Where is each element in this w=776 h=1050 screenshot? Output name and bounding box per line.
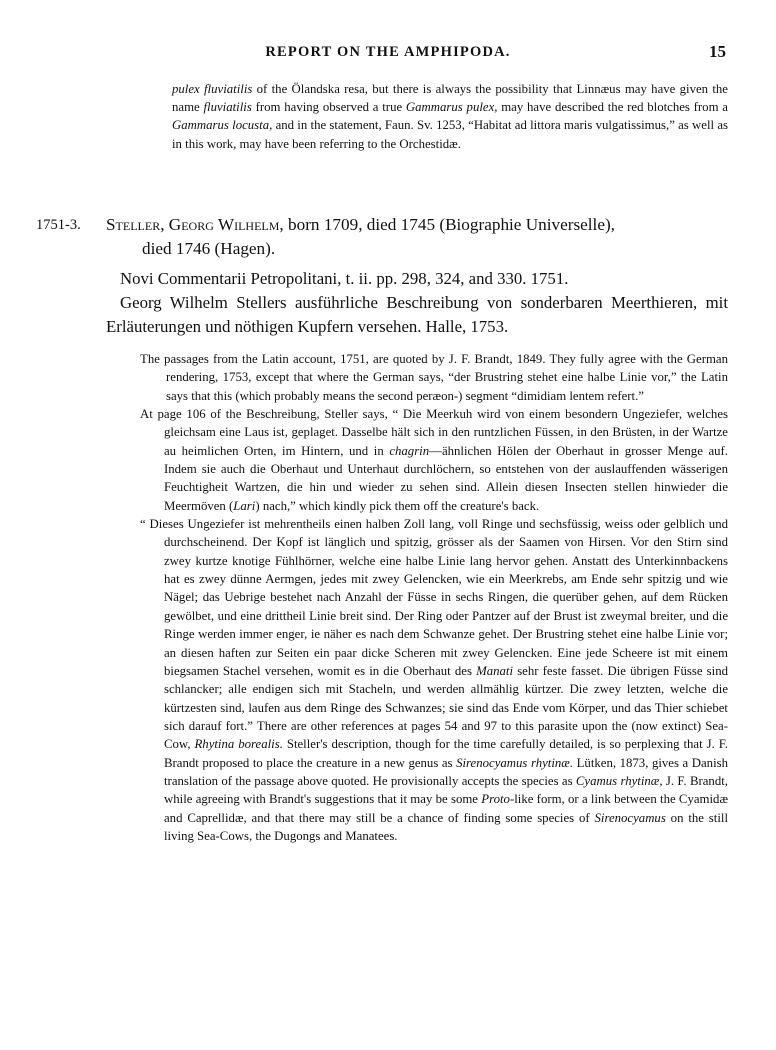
- italic-term: chagrin: [389, 443, 430, 458]
- italic-term: Proto: [481, 792, 510, 807]
- italic-term: fluviatilis: [203, 100, 252, 115]
- italic-term: Sirenocyamus: [594, 810, 666, 825]
- page-header: [0, 44, 776, 64]
- text-run: ) nach,” which kindly pick them off the creature's back.: [255, 498, 540, 513]
- text-run: on the still living Sea-Cows, the Dugongs and Manatees.: [164, 810, 728, 843]
- paragraph: The passages from the Latin account, 1751, are quoted by J. F. Brandt, 1849. They fully agree with the German rendering, 1753, except that where the German says, “der Brustring stehet eine halbe Linie vor,” the Latin says that this (which probably means the second peræon-) segment “dimidiam lentem refert.”: [140, 352, 728, 403]
- italic-term: Gammarus locusta,: [172, 118, 273, 133]
- italic-term: Manati: [476, 663, 514, 678]
- entry-author: Steller, Georg Wilhelm,: [106, 215, 284, 234]
- bibliography-entry: [36, 213, 728, 261]
- italic-term: Gammarus pulex,: [405, 100, 498, 115]
- continued-paragraph: [172, 80, 728, 153]
- text-run: “ Dieses Ungeziefer ist mehrentheils einen halben Zoll lang, voll Ringe und sechsfüssig, weiss oder gelblich und durchscheinend. Der Kopf ist länglich und spitzig, grösser als der Saamen von Hirsen. Vor den Stirn sind zwey kurtze knotige Fühlhörner, welche eine halbe Linie lang hervor gehen. Anstatt des Unterkinnbackens hat es zwey dünne Aermgen, jedes mit zwey Gelencken, wie ein Meerkrebs, am Ende sehr spitzig und wie Nägel; das Uebrige bestehet nach Anzahl der Füsse in sechs Ringen, die querüber gehen, auf dem Rücken gewölbet, und eine drittheil Linie breit sind. Der Ring oder Pantzer auf der Brust ist zweymal breiter, und die Ringe werden immer enger, ie näher es nach dem Schwanze gehet. Der Brustring stehet eine halbe Linie vor; an diesen haften zur Seiten ein paar dicke Scheren mit zwey Gelencken. Eine jede Scheere ist mit einem biegsamen Stachel versehen, womit es in die Oberhaut des: [140, 517, 728, 678]
- page-number: 15: [709, 42, 726, 61]
- text-run: of the Ölandska resa, but there is always the possibility that Linnæus may have given the name: [172, 82, 728, 115]
- text-run: Lütken, 1873, gives a Danish translation of the passage above quoted. He provisionally accepts the species as: [164, 755, 729, 788]
- text-run: and in the statement, Faun. Sv. 1253, “Habitat ad littora maris vulgatissimus,” as well as in this work, may have been referring to the Orchestidæ.: [172, 118, 729, 151]
- entry-heading: [106, 213, 728, 261]
- body-text: [140, 350, 728, 845]
- text-run: -like form, or a link between the Cyamidæ and Caprellidæ, and that there may still be a chance of finding some species of: [164, 792, 728, 825]
- entry-life: born 1709, died 1745 (Biographie Universelle),: [283, 215, 615, 234]
- italic-term: Cyamus rhytinæ,: [575, 773, 663, 788]
- text-run: —ähnlichen Hölen der Oberhaut in grosser Menge auf. Indem sie auch die Oberhaut und Unterhaut durchlöchern, so entstehen von der auslauffenden wässerigen Feuchtigheit Wartzen, die hin und wieder zu sehen sind. Allein diesen Insecten stellen hinwieder die Meermöven (: [164, 443, 728, 513]
- italic-term: Lari: [233, 498, 256, 513]
- italic-term: Rhytina borealis.: [194, 737, 283, 752]
- running-head: REPORT ON THE AMPHIPODA.: [265, 44, 511, 60]
- citation-line: Georg Wilhelm Stellers ausführliche Beschreibung von sonderbaren Meerthieren, mit Erläuterungen und nöthigen Kupfern versehen. Halle, 1753.: [106, 293, 728, 336]
- citation-line: Novi Commentarii Petropolitani, t. ii. pp. 298, 324, and 330. 1751.: [120, 269, 569, 288]
- italic-term: Sirenocyamus rhytinæ.: [456, 755, 574, 770]
- paragraph: [140, 515, 728, 845]
- entry-life-continued: died 1746 (Hagen).: [142, 239, 276, 258]
- entry-year: 1751-3.: [36, 217, 81, 233]
- paragraph: [140, 405, 728, 515]
- italic-term: pulex fluviatilis: [172, 82, 253, 96]
- text-run: sehr feste fasset. Die übrigen Füsse sind schlancker; alle endigen sich mit Stacheln, und werden allmählig kürtzer. Die zwey letzten, welche die kürtzesten sind, laufen aus dem Ringe des Schwanzes; sie sind das Ende vom Körper, und das Thier schiebet sich darauf fort.” There are other references at pages 54 and 97 to this parasite upon the (now extinct) Sea-Cow,: [164, 663, 728, 752]
- text-run: from having observed a true: [251, 100, 406, 115]
- text-run: may have described the red blotches from a: [497, 100, 728, 115]
- text-run: J. F. Brandt, while agreeing with Brandt's suggestions that it may be some: [164, 773, 728, 807]
- text-run: At page 106 of the Beschreibung, Steller says, “ Die Meerkuh wird von einem besondern Ungeziefer, welches gleichsam eine Laus ist, geplaget. Dasselbe hält sich in den runtzlichen Füssen, in den Brüsten, in der Wartze au heimlichen Orten, im Hintern, und in: [140, 407, 728, 458]
- text-run: Steller's description, though for the time carefully detailed, is so perplexing that J. F. Brandt proposed to place the creature in a new genus as: [164, 737, 728, 770]
- citation-block: [106, 267, 728, 339]
